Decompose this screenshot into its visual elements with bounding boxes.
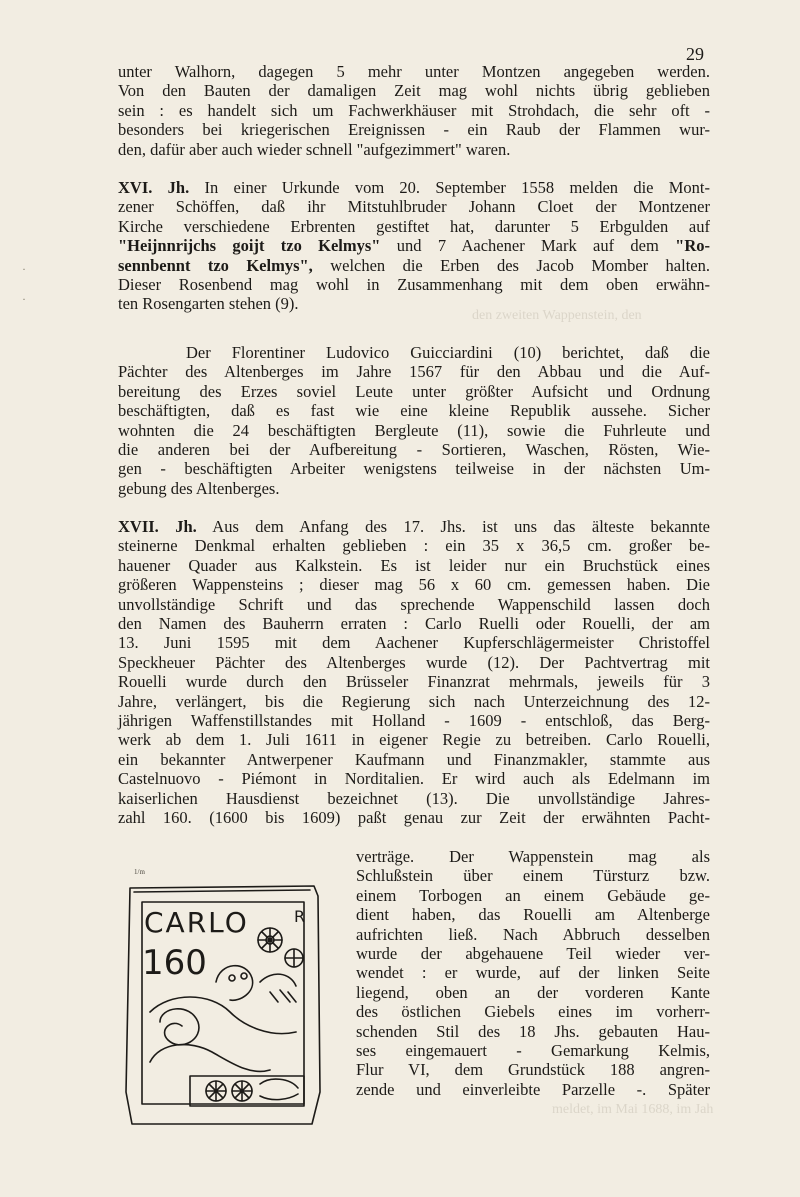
inscription-carlo: CARLO bbox=[144, 906, 249, 939]
paragraph-xvi-century bbox=[118, 178, 710, 314]
bleed-through-text: meldet, im Mai 1688, im Jah bbox=[552, 1102, 714, 1117]
stone-drawing-svg bbox=[120, 862, 330, 1132]
text-line: verträge. Der Wappenstein mag als bbox=[356, 847, 710, 866]
text-line: 13. Juni 1595 mit dem Aachener Kupferschlägermeister Christoffel bbox=[118, 633, 710, 653]
text-line: gebung des Altenberges. bbox=[118, 478, 280, 498]
section-heading: XVII. Jh. bbox=[118, 517, 197, 536]
text-line: Kirche verschiedene Erbrenten gestiftet hat, darunter 5 Erbgulden auf bbox=[118, 216, 710, 236]
text-line: ses eingemauert - Gemarkung Kelmis, bbox=[356, 1041, 710, 1061]
text-line: Flur VI, dem Grundstück 188 angren- bbox=[356, 1060, 710, 1080]
text-line: unter Walhorn, dagegen 5 mehr unter Montzen angegeben werden. bbox=[118, 62, 710, 81]
text-line: Jahre, verlängert, bis die Regierung sich nach Unterzeichnung des 12- bbox=[118, 691, 710, 711]
text-line: hauener Quader aus Kalkstein. Es ist leider nur ein Bruchstück eines bbox=[118, 555, 710, 575]
bleed-through-text: den zweiten Wappenstein, den bbox=[472, 308, 642, 323]
leaf-ornament bbox=[270, 990, 296, 1002]
text-line bbox=[118, 517, 710, 536]
text-line: den, dafür aber auch wieder schnell "aufgezimmert" waren. bbox=[118, 139, 511, 159]
text-line: Pächter des Altenberges im Jahre 1567 für den Abbau und die Auf- bbox=[118, 362, 710, 382]
margin-speck: · bbox=[22, 292, 26, 306]
caption-mark: 1/m bbox=[134, 868, 145, 876]
text-line: gen - beschäftigten Arbeiter wenigstens teilweise in der nächsten Um- bbox=[118, 459, 710, 479]
text-line: schenden Stil des 18 Jhs. gebauten Hau- bbox=[356, 1021, 710, 1041]
text-line: zahl 160. (1600 bis 1609) paßt genau zur Zeit der erwähnten Pacht- bbox=[118, 808, 710, 828]
text-line: Von den Bauten der damaligen Zeit mag wohl nichts übrig geblieben bbox=[118, 81, 710, 101]
paragraph-xvii-century bbox=[118, 517, 710, 828]
text-line bbox=[118, 178, 710, 197]
wheel-spokes bbox=[258, 928, 282, 952]
leaf-ornament bbox=[260, 974, 296, 986]
text-line: sein : es handelt sich um Fachwerkhäuser mit Strohdach, die sehr oft - bbox=[118, 100, 710, 120]
mascaron-eye bbox=[241, 973, 247, 979]
coat-of-arms-stone-drawing bbox=[120, 862, 330, 1132]
text-line: jährigen Waffenstillstandes mit Holland - 1609 - entschloß, das Berg- bbox=[118, 711, 710, 731]
text-line: dient haben, das Rouelli am Altenberge bbox=[356, 905, 710, 925]
text-line: Der Florentiner Ludovico Guicciardini (10) berichtet, daß die bbox=[186, 343, 710, 362]
bold-quote: "Heijnnrijchs goijt tzo Kelmys" bbox=[118, 236, 381, 256]
text-fragment: und 7 Aachener Mark auf dem bbox=[396, 236, 659, 256]
wheel-spokes bbox=[232, 1081, 252, 1101]
text-line: wohnten die 24 beschäftigten Bergleute (11), sowie die Fuhrleute und bbox=[118, 420, 710, 440]
text-line: Rouelli wurde durch den Brüsseler Finanzrat mehrmals, jeweils für 3 bbox=[118, 672, 710, 692]
text-line: besonders bei kriegerischen Ereignissen - ein Raub der Flammen wur- bbox=[118, 120, 710, 140]
text-line: aufrichten ließ. Nach Abbruch desselben bbox=[356, 924, 710, 944]
text-line: einem Torbogen an einem Gebäude ge- bbox=[356, 885, 710, 905]
text-line: unvollständige Schrift und das sprechende Wappenschild lassen doch bbox=[118, 594, 710, 614]
text-line: des östlichen Giebels eines im vorherr- bbox=[356, 1002, 710, 1022]
paragraph-xvii-century-narrow bbox=[356, 847, 710, 1099]
text-line: den Namen des Bauherrn erraten : Carlo Ruelli oder Rouelli, der am bbox=[118, 614, 710, 634]
text-line: ten Rosengarten stehen (9). bbox=[118, 294, 299, 314]
text-line: werk ab dem 1. Juli 1611 in eigener Regie zu betreiben. Carlo Rouelli, bbox=[118, 730, 710, 750]
text-line: größeren Wappensteins ; dieser mag 56 x 60 cm. gemessen haben. Die bbox=[118, 575, 710, 595]
text-line: die anderen bei der Aufbereitung - Sortieren, Waschen, Rösten, Wie- bbox=[118, 440, 710, 460]
text-fragment: welchen die Erben des Jacob Momber halten. bbox=[330, 255, 711, 275]
paragraph-1 bbox=[118, 62, 710, 159]
text-fragment: Aus dem Anfang des 17. Jhs. ist uns das älteste bekannte bbox=[212, 517, 711, 536]
text-fragment: In einer Urkunde vom 20. September 1558 melden die Mont- bbox=[204, 178, 711, 197]
text-line: ein bekannter Antwerpener Kaufmann und Finanzmakler, stammte aus bbox=[118, 749, 710, 769]
text-line bbox=[118, 256, 710, 275]
scroll-ornament bbox=[260, 1079, 298, 1100]
inscription-r: R bbox=[294, 907, 306, 926]
bold-quote: sennbennt tzo Kelmys", bbox=[118, 255, 313, 275]
wheel-spokes bbox=[206, 1081, 226, 1101]
margin-speck: · bbox=[22, 262, 26, 276]
stone-edge bbox=[134, 890, 310, 892]
section-heading: XVI. Jh. bbox=[118, 178, 190, 197]
text-line: kaiserlichen Hausdienst bezeichnet (13). Die unvollständige Jahres- bbox=[118, 788, 710, 808]
bold-quote: "Ro- bbox=[675, 236, 710, 256]
text-line: Speckheuer Pächter des Altenberges wurde (12). Der Pachtvertrag mit bbox=[118, 652, 710, 672]
text-line: wendet : er wurde, auf der linken Seite bbox=[356, 963, 710, 983]
text-line: wurde der abgehauene Teil wieder ver- bbox=[356, 944, 710, 964]
scroll-ornament bbox=[150, 997, 296, 1034]
page-number: 29 bbox=[686, 44, 704, 64]
text-line: liegend, oben an der vorderen Kante bbox=[356, 982, 710, 1002]
scroll-ornament bbox=[160, 1009, 199, 1045]
paragraph-guicciardini bbox=[118, 343, 710, 498]
scroll-ornament bbox=[150, 1045, 270, 1072]
text-line: zende und einverleibte Parzelle -. Später bbox=[356, 1079, 710, 1099]
text-line bbox=[118, 236, 710, 255]
mascaron-eye bbox=[229, 975, 235, 981]
text-line: Castelnuovo - Piémont in Norditalien. Er wird auch als Edelmann im bbox=[118, 769, 710, 789]
text-line: steinerne Denkmal erhalten geblieben : ein 35 x 36,5 cm. großer be- bbox=[118, 536, 710, 556]
text-line: bereitung des Erzes soviel Leute unter größter Aufsicht und Ordnung bbox=[118, 381, 710, 401]
text-line: beschäftigten, daß es fast wie eine kleine Republik aussehe. Sicher bbox=[118, 401, 710, 421]
text-line: Dieser Rosenbend mag wohl in Zusammenhang mit dem oben erwähn- bbox=[118, 275, 710, 295]
text-line: Schlußstein über einem Türsturz bzw. bbox=[356, 866, 710, 886]
inscription-year: 160 bbox=[142, 943, 207, 983]
mascaron-head bbox=[216, 966, 253, 1001]
text-line: zener Schöffen, daß ihr Mitstuhlbruder Johann Cloet der Montzener bbox=[118, 197, 710, 217]
